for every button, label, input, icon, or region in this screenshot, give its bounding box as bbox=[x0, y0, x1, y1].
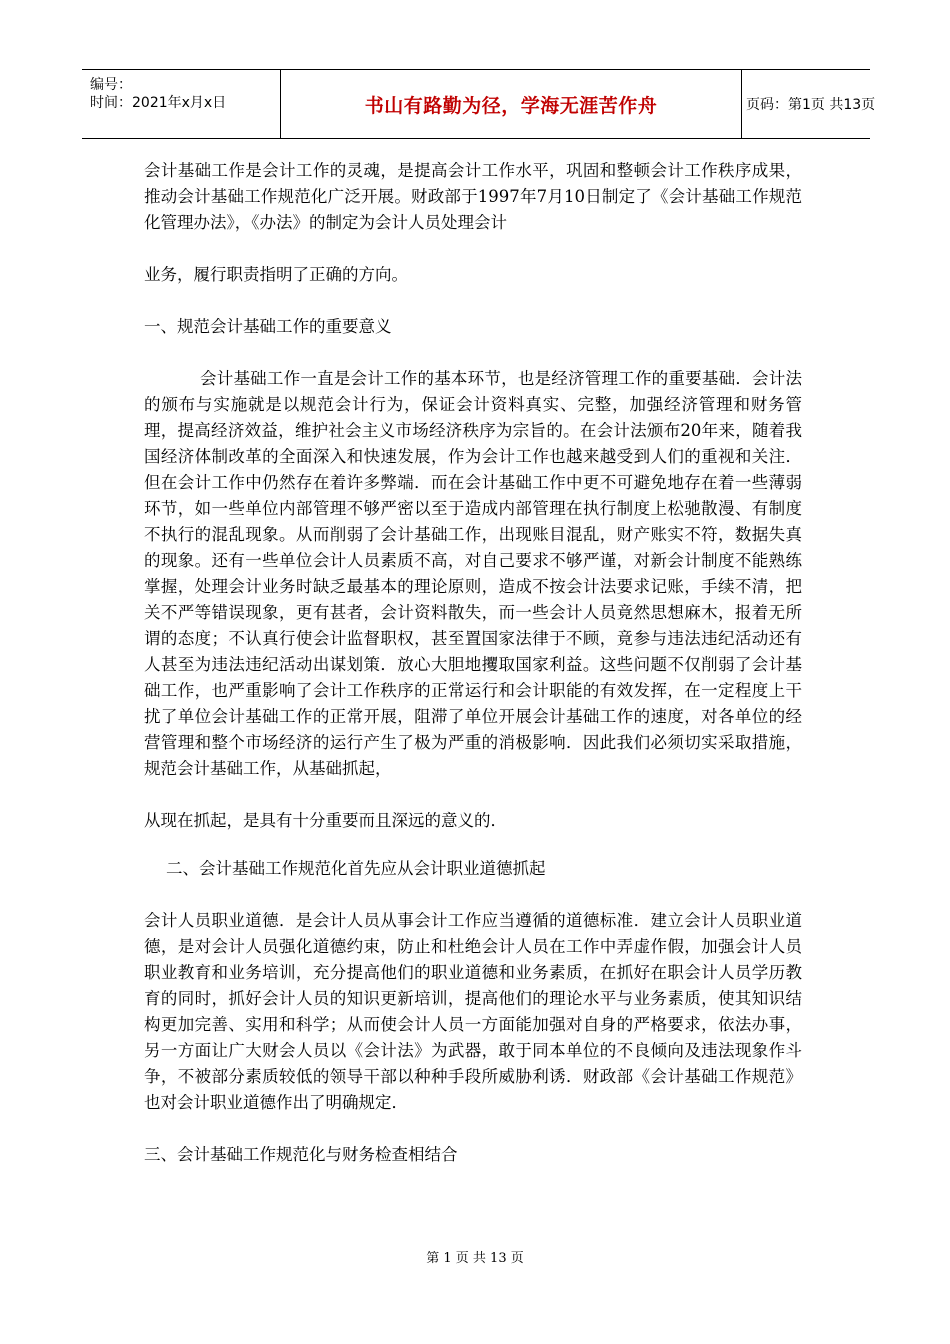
document-date-label: 时间：2021年x月x日 bbox=[90, 95, 227, 111]
document-body bbox=[144, 158, 802, 1168]
section-heading-2: 二、会计基础工作规范化首先应从会计职业道德抓起 bbox=[166, 859, 546, 878]
header-page-info: 页码：第1页 共13页 bbox=[746, 97, 876, 113]
page-footer: 第 1 页 共 13 页 bbox=[426, 1251, 524, 1266]
document-number-label: 编号： bbox=[90, 77, 132, 93]
header-motto: 书山有路勤为径，学海无涯苦作舟 bbox=[280, 70, 742, 138]
page-header bbox=[82, 69, 876, 139]
header-meta bbox=[82, 70, 280, 138]
section-1-paragraph: 会计基础工作一直是会计工作的基本环节，也是经济管理工作的重要基础．会计法的颁布与实施就是以规范会计行为，保证会计资料真实、完整，加强经济管理和财务管理，提高经济效益，维护社会主义市场经济秩序为宗旨的。在会计法颁布20年来，随着我国经济体制改革的全面深入和快速发展，作为会计工作也越来越受到人们的重视和关注．但在会计工作中仍然存在着许多弊端．而在会计基础工作中更不可避免地存在着一些薄弱环节，如一些单位内部管理不够严密以至于造成内部管理在执行制度上松驰散漫、有制度不执行的混乱现象。从而削弱了会计基础工作，出现账目混乱，财产账实不符，数据失真的现象。还有一些单位会计人员素质不高，对自己要求不够严谨，对新会计制度不能熟练掌握，处理会计业务时缺乏最基本的理论原则，造成不按会计法要求记账，手续不清，把关不严等错误现象，更有甚者，会计资料散失，而一些会计人员竟然思想麻木，报着无所谓的态度；不认真行使会计监督职权，甚至置国家法律于不顾，竟参与违法违纪活动还有人甚至为违法违纪活动出谋划策．放心大胆地攫取国家利益。这些问题不仅削弱了会计基础工作，也严重影响了会计工作秩序的正常运行和会计职能的有效发挥，在一定程度上干扰了单位会计基础工作的正常开展，阻滞了单位开展会计基础工作的速度，对各单位的经营管理和整个市场经济的运行产生了极为严重的消极影响．因此我们必须切实采取措施，规范会计基础工作，从基础抓起， bbox=[144, 369, 802, 778]
section-1-paragraph-end: 从现在抓起，是具有十分重要而且深远的意义的． bbox=[144, 811, 507, 830]
intro-paragraph: 会计基础工作是会计工作的灵魂，是提高会计工作水平，巩固和整顿会计工作秩序成果，推动会计基础工作规范化广泛开展。财政部于1997年7月10日制定了《会计基础工作规范化管理办法》，《办法》的制定为会计人员处理会计 bbox=[144, 161, 802, 232]
section-heading-1: 一、规范会计基础工作的重要意义 bbox=[144, 317, 392, 336]
intro-paragraph-continued: 业务，履行职责指明了正确的方向。 bbox=[144, 265, 408, 284]
section-heading-3: 三、会计基础工作规范化与财务检查相结合 bbox=[144, 1145, 458, 1164]
section-2-paragraph: 会计人员职业道德．是会计人员从事会计工作应当遵循的道德标准．建立会计人员职业道德，是对会计人员强化道德约束，防止和杜绝会计人员在工作中弄虚作假，加强会计人员职业教育和业务培训，充分提高他们的职业道德和业务素质，在抓好在职会计人员学历教育的同时，抓好会计人员的知识更新培训，提高他们的理论水平与业务素质，使其知识结构更加完善、实用和科学；从而使会计人员一方面能加强对自身的严格要求，依法办事，另一方面让广大财会人员以《会计法》为武器，敢于同本单位的不良倾向及违法现象作斗争，不被部分素质较低的领导干部以种种手段所威胁利诱．财政部《会计基础工作规范》也对会计职业道德作出了明确规定． bbox=[144, 911, 802, 1112]
